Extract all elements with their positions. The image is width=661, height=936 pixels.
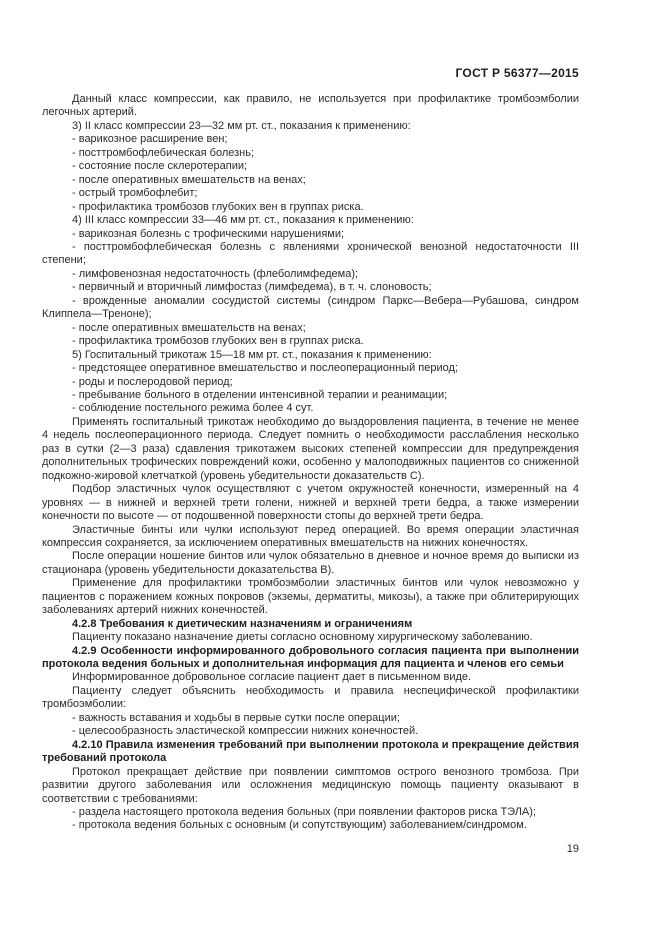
document-body — [42, 93, 579, 833]
list-item: - острый тромбофлебит; — [72, 187, 198, 200]
list-item: - после оперативных вмешательств на венах; — [72, 321, 306, 334]
list-item: - варикозная болезнь с трофическими нарушениями; — [72, 227, 345, 240]
list-item: - посттромбофлебическая болезнь; — [72, 146, 255, 159]
list-item: - врожденные аномалии сосудистой системы (синдром Паркс—Вебера—Рубашова, синдром Клиппела—Треноне); — [42, 294, 579, 321]
paragraph: Подбор эластичных чулок осуществляют с учетом окружностей конечности, измеренный на 4 уровнях — в нижней и верхней трети голени, нижней и верхней трети бедра, а также измерении конечности по высоте — от подошвенной поверхности стопы до верхней трети бедра. — [42, 483, 579, 523]
list-item: - профилактика тромбозов глубоких вен в группах риска. — [72, 335, 364, 348]
list-item: - раздела настоящего протокола ведения больных (при появлении факторов риска ТЭЛА); — [72, 806, 536, 819]
list-item: - после оперативных вмешательств на венах; — [72, 173, 306, 186]
list-item: - посттромбофлебическая болезнь с явлениями хронической венозной недостаточности III степени; — [42, 240, 579, 267]
paragraph: Данный класс компрессии, как правило, не используется при профилактике тромбоэмболии легочных артерий. — [42, 93, 579, 119]
paragraph: Пациенту следует объяснить необходимость и правила неспецифической профилактики тромбоэмболии: — [42, 684, 579, 711]
document-header — [42, 66, 579, 80]
paragraph: Эластичные бинты или чулки используют перед операцией. Во время операции эластичная компрессия сохраняется, за исключением оперативных вмешательств на нижних конечностях. — [42, 523, 579, 549]
list-item: - первичный и вторичный лимфостаз (лимфедема), в т. ч. слоновость; — [72, 281, 432, 294]
paragraph: Протокол прекращает действие при появлении симптомов острого венозного тромбоза. При развитии другого заболевания или осложнения медицинскую помощь пациенту оказывают в соответствии с требованиями: — [42, 765, 579, 805]
list-item: - протокола ведения больных с основным (и сопутствующим) заболеванием/синдромом. — [72, 819, 527, 832]
paragraph: Информированное добровольное согласие пациент дает в письменном виде. — [72, 671, 472, 684]
list-item: - роды и послеродовой период; — [72, 375, 233, 388]
list-item: - варикозное расширение вен; — [72, 133, 228, 146]
paragraph: Применение для профилактики тромбоэмболии эластичных бинтов или чулок невозможно у пациентов с поражением кожных покровов (экземы, дерматиты, микозы), а также при облитерирующих заболеваниях артерий нижних конечностей. — [42, 577, 579, 617]
list-item: - соблюдение постельного режима более 4 сут. — [72, 402, 314, 415]
doc-number: ГОСТ Р 56377—2015 — [455, 66, 579, 80]
paragraph: Пациенту показано назначение диеты согласно основному хирургическому заболеванию. — [72, 631, 533, 644]
list-item: 4) III класс компрессии 33—46 мм рт. ст., показания к применению: — [72, 214, 414, 227]
page-footer — [42, 843, 579, 855]
paragraph: После операции ношение бинтов или чулок обязательно в дневное и ночное время до выписки из стационара (уровень убедительности доказательства В). — [42, 550, 579, 576]
section-heading: 4.2.8 Требования к диетическим назначениям и ограничениям — [72, 617, 413, 630]
list-item: - состояние после склеротерапии; — [72, 160, 248, 173]
page-number: 19 — [566, 843, 579, 855]
paragraph: Применять госпитальный трикотаж необходимо до выздоровления пациента, в течение не менее 4 недель послеоперационного периода. Следует помнить о необходимости расслабления несколько раз в сутки (2—3 раза) сдавления трикотажем высоких степеней компрессии для предупреждения дополнительных трофических повреждений кожи, особенно у малоподвижных пациентов со сниженной подкожно-жировой клетчаткой (уровень убедительности доказательств С). — [42, 415, 579, 482]
list-item: - важность вставания и ходьбы в первые сутки после операции; — [72, 711, 400, 724]
list-item: - лимфовенозная недостаточность (флеболимфедема); — [72, 267, 359, 280]
list-item: - целесообразность эластической компрессии нижних конечностей. — [72, 725, 419, 738]
list-item: 3) II класс компрессии 23—32 мм рт. ст., показания к применению: — [72, 119, 411, 132]
list-item: - профилактика тромбозов глубоких вен в группах риска. — [72, 200, 364, 213]
section-heading: 4.2.9 Особенности информированного добровольного согласия пациента при выполнении протокола ведения больных и дополнительная информация для пациента и членов его семьи — [42, 644, 579, 671]
section-heading: 4.2.10 Правила изменения требований при выполнении протокола и прекращение действия требований протокола — [42, 738, 579, 765]
list-item: - предстоящее оперативное вмешательство и послеоперационный период; — [72, 362, 458, 375]
list-item: - пребывание больного в отделении интенсивной терапии и реанимации; — [72, 388, 448, 401]
list-item: 5) Госпитальный трикотаж 15—18 мм рт. ст., показания к применению: — [72, 348, 432, 361]
